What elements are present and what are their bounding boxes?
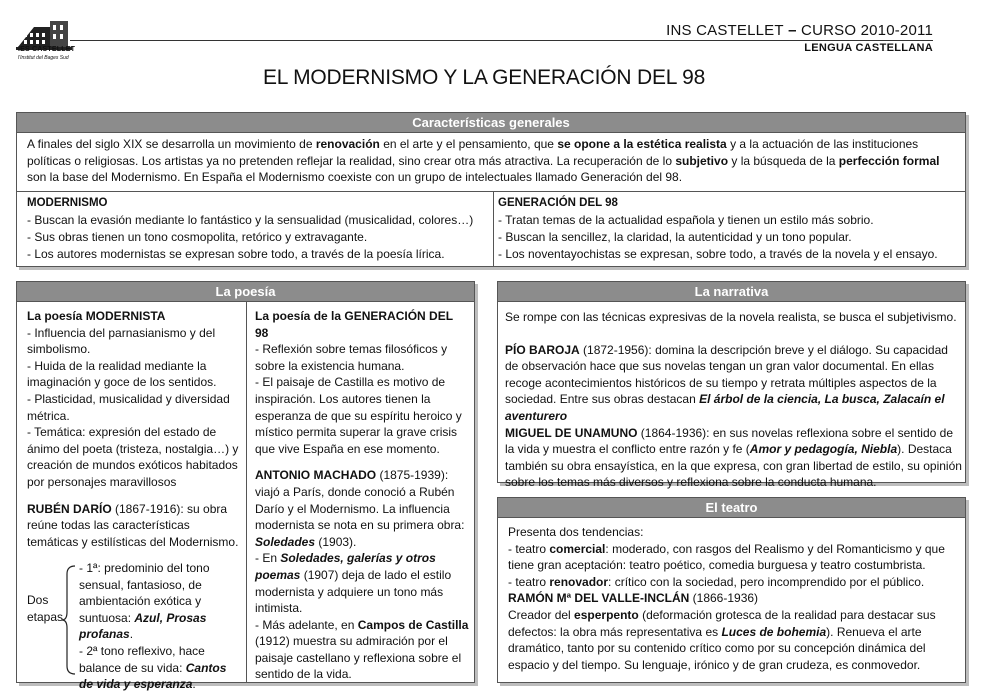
generacion98-column bbox=[498, 195, 963, 263]
work-titles: Azul, Prosas profanas bbox=[79, 610, 207, 642]
text: (1872-1956): domina la descripción breve y el diálogo. Su capacidad de observación hace que sus novelas tengan un gran valor documental. En ellas recoge acontecimientos históricos de su tiempo y retrata múltiples aspectos de la sociedad. Entre sus obras destacan bbox=[505, 342, 948, 407]
etapa-2 bbox=[79, 643, 243, 693]
text: (1867-1916): su obra reúne todas las características temáticas y estilísticas del Modernismo. bbox=[27, 501, 239, 549]
divider bbox=[246, 301, 247, 682]
modernismo-title: MODERNISMO bbox=[27, 197, 108, 209]
text: : moderado, con rasgos del Realismo y del Romanticismo y que tiene gran aceptación: teatro poético, comedia burguesa y teatro costumbrista. bbox=[508, 541, 945, 573]
work-title: Campos de Castilla bbox=[357, 617, 469, 632]
narrative-intro: Se rompe con las técnicas expresivas de la novela realista, se busca el subjetivismo. bbox=[505, 310, 957, 324]
divider bbox=[493, 191, 494, 266]
course-year: CURSO 2010-2011 bbox=[801, 22, 933, 39]
machado-item-3 bbox=[255, 617, 469, 683]
poetry-heading: La poesía bbox=[17, 282, 474, 301]
text: - Más adelante, en bbox=[255, 617, 358, 632]
dario-paragraph bbox=[27, 501, 243, 551]
school-name: INS CASTELLET bbox=[666, 22, 784, 39]
text: (deformación grotesca de la realidad para destacar sus defectos: la obra más representativa es bbox=[508, 607, 936, 639]
bold-text: comercial bbox=[549, 541, 606, 556]
narrative-content bbox=[505, 309, 963, 491]
text: : crítico con la sociedad, pero incomprendido por el público. bbox=[608, 574, 925, 589]
modernist-poetry-title: La poesía MODERNISTA bbox=[27, 309, 166, 323]
header-dash: – bbox=[783, 22, 802, 39]
divider bbox=[498, 301, 965, 302]
work-title: Soledades, galerías y otros poemas bbox=[255, 551, 436, 582]
machado-paragraph bbox=[255, 467, 469, 550]
dos-etapas-label: Dos etapas bbox=[27, 593, 64, 624]
work-titles: El árbol de la ciencia, La busca, Zalacaín el aventurero bbox=[505, 392, 945, 423]
list-item: - Temática: expresión del estado de ánimo del poeta (tristeza, nostalgia…) y creación de mundos exóticos habitados por personajes maravillosos bbox=[27, 425, 239, 489]
text: ). Renueva el arte dramático, tanto por su contenido crítico como por su concepción dinámica del espacio y del tiempo. Su lenguaje, irónico y de gran crudeza, es conmovedor. bbox=[508, 624, 926, 672]
modernist-poetry-column bbox=[27, 308, 243, 550]
work-title: Luces de bohemia bbox=[721, 624, 827, 639]
text: y a la actuación de las instituciones políticas o religiosas. Los artistas ya no pretenden reflejar la realidad, sino crear otra más atractiva. La recuperación de lo bbox=[27, 137, 919, 168]
author-name: PÍO BAROJA bbox=[505, 342, 580, 357]
text: . bbox=[192, 677, 196, 692]
etapas-column bbox=[79, 560, 243, 693]
work-titles: Cantos de vida y esperanza bbox=[79, 660, 227, 692]
narrative-box bbox=[497, 281, 966, 490]
list-item: - Reflexión sobre temas filosóficos y sobre la existencia humana. bbox=[255, 342, 448, 373]
text: - En bbox=[255, 551, 281, 566]
theatre-heading: El teatro bbox=[498, 498, 965, 517]
list-item: - Buscan la sencillez, la claridad, la autenticidad y un tono popular. bbox=[498, 230, 852, 244]
list-item: - Influencia del parnasianismo y del simbolismo. bbox=[27, 325, 216, 357]
poetry-box bbox=[16, 281, 475, 692]
generation98-poetry-title: La poesía de la GENERACIÓN DEL 98 bbox=[255, 309, 453, 340]
text: . bbox=[129, 627, 134, 642]
modernismo-column bbox=[27, 195, 489, 263]
text: (1875-1939): viajó a París, donde conoció a Rubén Darío y el Modernismo. La influencia modernista se nota en su primera obra: bbox=[255, 468, 465, 533]
author-name: ANTONIO MACHADO bbox=[255, 468, 377, 483]
bold-text: perfección formal bbox=[838, 153, 940, 168]
bold-text: subjetivo bbox=[675, 153, 729, 168]
author-name: MIGUEL DE UNAMUNO bbox=[505, 425, 638, 440]
theatre-renovador bbox=[508, 574, 960, 591]
bold-text: se opone a la estética realista bbox=[557, 137, 727, 151]
text: y la búsqueda de la bbox=[728, 153, 839, 168]
baroja-paragraph bbox=[505, 342, 963, 425]
bold-text: renovación bbox=[315, 137, 380, 151]
logo-name: IES CASTELLET bbox=[18, 46, 76, 53]
bold-text: renovador bbox=[549, 574, 609, 589]
work-titles: Amor y pedagogía, Niebla bbox=[749, 442, 898, 457]
text: Creador del bbox=[508, 607, 575, 622]
machado-item-2 bbox=[255, 550, 469, 616]
brace-icon bbox=[61, 564, 77, 676]
logo-subtitle: l'Institut del Bages Sud bbox=[18, 55, 69, 61]
theatre-box bbox=[497, 497, 966, 683]
text: (1864-1936): en sus novelas reflexiona sobre el sentido de la vida y muestra el conflicto entre razón y fe ( bbox=[505, 425, 953, 457]
narrative-heading: La narrativa bbox=[498, 282, 965, 301]
text: - teatro bbox=[508, 541, 550, 556]
text: - teatro bbox=[508, 574, 550, 589]
text: - 1ª: predominio del tono sensual, fantasioso, de ambientación exótica y suntuosa: bbox=[79, 561, 210, 625]
text: (1907) deja de lado el estilo modernista y adquiere un tono más intimista. bbox=[255, 567, 452, 616]
text: en el arte y el pensamiento, que bbox=[379, 137, 558, 151]
text: (1903). bbox=[315, 534, 357, 549]
text: - 2ª tono reflexivo, hace balance de su vida: bbox=[79, 643, 205, 675]
text: (1912) muestra su admiración por el paisaje castellano y reflexiona sobre el sentido de la vida. bbox=[255, 634, 462, 682]
unamuno-paragraph bbox=[505, 425, 963, 491]
list-item: - Plasticidad, musicalidad y diversidad métrica. bbox=[27, 391, 230, 423]
subject-name: LENGUA CASTELLANA bbox=[804, 42, 933, 54]
generacion98-title: GENERACIÓN DEL 98 bbox=[498, 197, 618, 209]
bold-text: esperpento bbox=[574, 607, 639, 622]
page-title: EL MODERNISMO Y LA GENERACIÓN DEL 98 bbox=[262, 66, 706, 89]
author-name: RAMÓN Mª DEL VALLE-INCLÁN bbox=[508, 591, 690, 606]
work-title: Soledades bbox=[255, 534, 316, 549]
general-characteristics-box bbox=[16, 112, 966, 267]
header-rule bbox=[70, 40, 933, 41]
divider bbox=[17, 132, 965, 133]
text: son la base del Modernismo. En España el Modernismo coexiste con un grupo de intelectuales llamado Generación del 98. bbox=[27, 170, 683, 185]
header-course bbox=[666, 22, 933, 40]
valle-heading bbox=[508, 590, 960, 607]
list-item: - Tratan temas de la actualidad española y tienen un estilo más sobrio. bbox=[498, 213, 874, 227]
list-item: - El paisaje de Castilla es motivo de inspiración. Los autores tienen la esperanza de que su espíritu heroico y místico permita superar la grave crisis que vive España en ese momento. bbox=[255, 375, 462, 456]
valle-paragraph bbox=[508, 607, 960, 673]
divider bbox=[498, 517, 965, 518]
list-item: - Los autores modernistas se expresan sobre todo, a través de la poesía lírica. bbox=[27, 247, 445, 261]
list-item: - Sus obras tienen un tono cosmopolita, retórico y extravagante. bbox=[27, 230, 368, 244]
general-heading: Características generales bbox=[17, 113, 965, 132]
theatre-commercial bbox=[508, 541, 960, 574]
author-name: RUBÉN DARÍO bbox=[27, 501, 112, 516]
list-item: - Buscan la evasión mediante lo fantástico y la sensualidad (musicalidad, colores…) bbox=[27, 213, 474, 227]
list-item: - Los noventayochistas se expresan, sobre todo, a través de la novela y el ensayo. bbox=[498, 247, 938, 261]
text: ). Destaca también su obra ensayística, en la que expresa, con gran libertad de estilo, su opinión sobre los temas más diversos y reflexiona sobre la conducta humana. bbox=[505, 442, 962, 490]
divider bbox=[17, 191, 965, 192]
text: (1866-1936) bbox=[689, 591, 759, 606]
general-paragraph bbox=[17, 132, 965, 186]
theatre-intro: Presenta dos tendencias: bbox=[508, 525, 644, 539]
etapa-1 bbox=[79, 560, 243, 643]
generation98-poetry-column bbox=[255, 308, 469, 683]
text: A finales del siglo XIX se desarrolla un movimiento de bbox=[27, 137, 316, 151]
theatre-content bbox=[508, 524, 960, 673]
list-item: - Huida de la realidad mediante la imaginación y goce de los sentidos. bbox=[27, 358, 217, 390]
